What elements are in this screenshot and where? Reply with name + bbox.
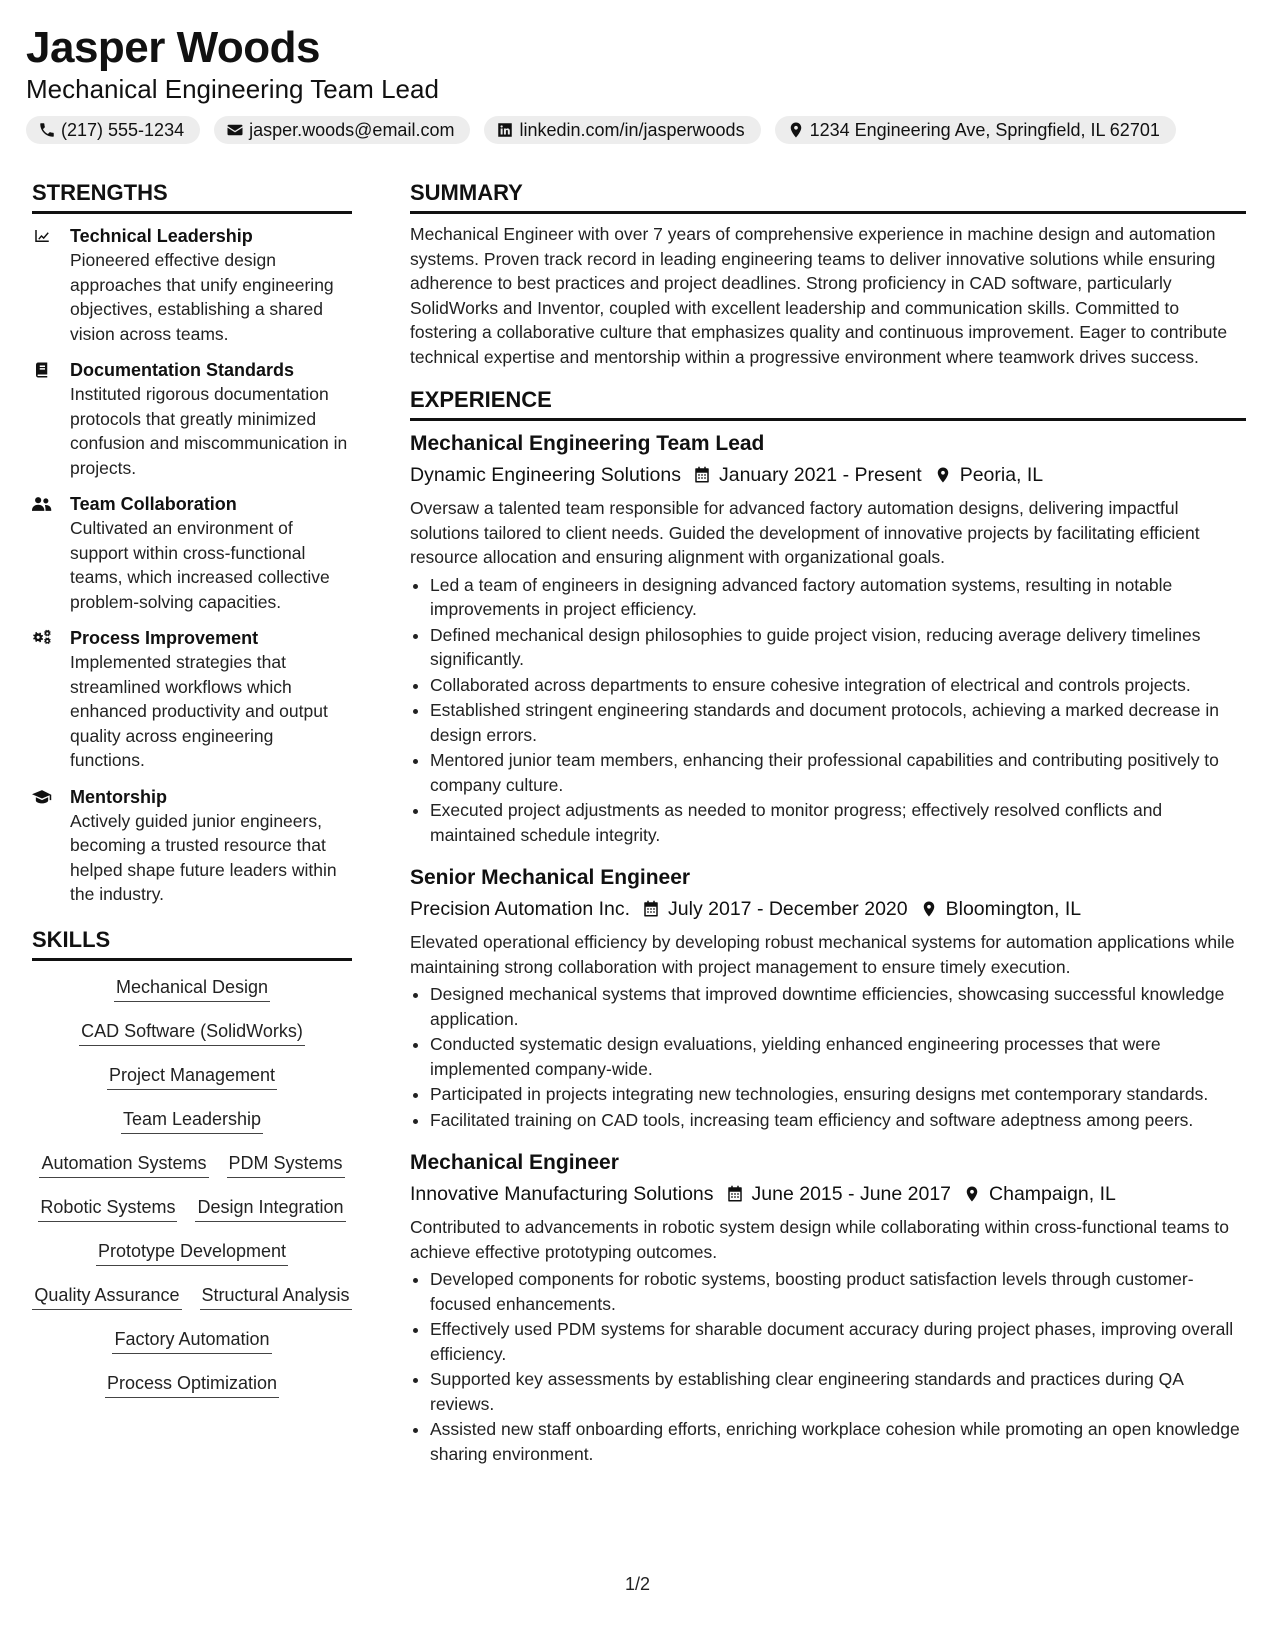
strength-title: Team Collaboration <box>70 494 237 514</box>
linkedin-text: linkedin.com/in/jasperwoods <box>519 119 745 140</box>
map-pin-icon <box>963 1185 981 1203</box>
strengths-list <box>32 224 352 907</box>
experience-heading: EXPERIENCE <box>410 385 1246 421</box>
skill-tag: Design Integration <box>195 1195 345 1222</box>
skill-tag: Robotic Systems <box>38 1195 177 1222</box>
strength-description: Cultivated an environment of support within cross-functional teams, which increased collective problem-solving capacities. <box>70 518 330 612</box>
candidate-name: Jasper Woods <box>26 23 320 72</box>
resume-header <box>26 22 1256 144</box>
calendar-icon <box>726 1185 744 1203</box>
job-bullets <box>410 573 1246 848</box>
linkedin-chip[interactable] <box>484 116 760 144</box>
strength-description: Pioneered effective design approaches that unify engineering objectives, establishing a shared vision across teams. <box>70 250 334 344</box>
map-pin-icon <box>787 121 805 139</box>
envelope-icon <box>226 121 244 139</box>
phone-chip[interactable] <box>26 116 200 144</box>
job-title: Mechanical Engineer <box>410 1151 619 1174</box>
strength-title: Process Improvement <box>70 628 259 648</box>
skill-tag: Mechanical Design <box>114 975 270 1002</box>
job-meta <box>410 460 1246 490</box>
job-bullet: • Led a team of engineers in designing advanced factory automation systems, resulting in notable improvements in project efficiency. <box>430 573 1246 622</box>
job-entry <box>410 1148 1246 1466</box>
page-number: 1/2 <box>624 1574 651 1594</box>
strength-description: Instituted rigorous documentation protocols that greatly minimized confusion and miscommunication in projects. <box>70 384 348 478</box>
job-description: Oversaw a talented team responsible for advanced factory automation designs, delivering impactful solutions tailored to client needs. Guided the development of innovative projects by facilitating efficient resource allocation and ensuring alignment with organizational goals. <box>410 498 1200 567</box>
strength-description: Actively guided junior engineers, becoming a trusted resource that helped shape future leaders within the industry. <box>70 810 337 904</box>
job-location: Bloomington, IL <box>945 898 1082 920</box>
strength-item <box>32 626 352 773</box>
skill-tag: Automation Systems <box>39 1151 208 1178</box>
job-description: Elevated operational efficiency by developing robust mechanical systems for automation applications while maintaining strong collaboration with project management to ensure timely execution. <box>410 932 1235 977</box>
job-description: Contributed to advancements in robotic system design while collaborating within cross-functional teams to achieve effective prototyping outcomes. <box>410 1217 1230 1262</box>
strength-title: Mentorship <box>70 786 167 807</box>
skills-list <box>32 975 352 1398</box>
job-title: Senior Mechanical Engineer <box>410 866 691 889</box>
skill-tag: CAD Software (SolidWorks) <box>79 1019 305 1046</box>
job-bullet: • Executed project adjustments as needed to monitor progress; effectively resolved conflicts and maintained schedule integrity. <box>430 798 1246 847</box>
skills-heading: SKILLS <box>32 925 352 961</box>
summary-text: Mechanical Engineer with over 7 years of comprehensive experience in machine design and automation systems. Proven track record in leading engineering teams to deliver innovative solutions while ensuring adherence to best practices and project deadlines. Strong proficiency in CAD software, particularly SolidWorks and Inventor, coupled with excellent leadership and communication skills. Committed to fostering a collaborative culture that emphasizes quality and continuous improvement. Eager to contribute technical expertise and mentorship within a progressive environment where teamwork drives success. <box>410 224 1228 367</box>
phone-text: (217) 555-1234 <box>61 119 185 140</box>
job-entry <box>410 429 1246 847</box>
address-text: 1234 Engineering Ave, Springfield, IL 62701 <box>809 119 1160 140</box>
gears-icon <box>32 629 52 647</box>
job-meta <box>410 1179 1246 1209</box>
job-bullet: • Defined mechanical design philosophies to guide project vision, reducing average delivery timelines significantly. <box>430 623 1246 672</box>
job-bullet: • Collaborated across departments to ensure cohesive integration of electrical and controls projects. <box>430 673 1246 698</box>
strength-title: Technical Leadership <box>70 226 253 246</box>
job-dates: June 2015 - June 2017 <box>751 1183 952 1205</box>
strength-description: Implemented strategies that streamlined workflows which enhanced productivity and output quality across engineering functions. <box>70 652 328 770</box>
job-location: Champaign, IL <box>989 1183 1116 1205</box>
job-bullet: • Mentored junior team members, enhancing their professional capabilities and contributing positively to company culture. <box>430 748 1246 797</box>
skill-tag: Process Optimization <box>105 1371 279 1398</box>
strength-item <box>32 785 352 907</box>
graduation-cap-icon <box>32 788 52 806</box>
users-icon <box>32 495 52 513</box>
company-name: Dynamic Engineering Solutions <box>410 464 681 486</box>
strength-item <box>32 492 352 614</box>
strength-title: Documentation Standards <box>70 360 295 380</box>
map-pin-icon <box>934 466 952 484</box>
right-column <box>410 178 1246 1467</box>
candidate-title: Mechanical Engineering Team Lead <box>26 74 439 104</box>
job-bullet: • Facilitated training on CAD tools, increasing team efficiency and software adeptness among peers. <box>430 1108 1246 1133</box>
skill-tag: Quality Assurance <box>32 1283 181 1310</box>
job-bullet: • Participated in projects integrating new technologies, ensuring designs met contemporary standards. <box>430 1082 1246 1107</box>
job-meta <box>410 894 1246 924</box>
strength-item <box>32 358 352 480</box>
job-bullets <box>410 982 1246 1132</box>
skill-tag: Prototype Development <box>96 1239 288 1266</box>
company-name: Precision Automation Inc. <box>410 898 631 920</box>
skill-tag: PDM Systems <box>227 1151 345 1178</box>
left-column <box>32 178 352 1398</box>
strengths-heading: STRENGTHS <box>32 178 352 214</box>
chart-line-icon <box>32 227 52 245</box>
summary-heading: SUMMARY <box>410 178 1246 214</box>
job-dates: January 2021 - Present <box>718 464 922 486</box>
skill-tag: Team Leadership <box>121 1107 263 1134</box>
book-icon <box>32 361 52 379</box>
linkedin-icon <box>496 121 514 139</box>
job-bullet: • Assisted new staff onboarding efforts, enriching workplace cohesion while promoting an open knowledge sharing environment. <box>430 1417 1246 1466</box>
phone-icon <box>38 121 56 139</box>
job-bullet: • Effectively used PDM systems for sharable document accuracy during project phases, improving overall efficiency. <box>430 1317 1246 1366</box>
email-text: jasper.woods@email.com <box>249 119 455 140</box>
job-bullet: • Designed mechanical systems that improved downtime efficiencies, showcasing successful knowledge application. <box>430 982 1246 1031</box>
job-bullet: • Established stringent engineering standards and document protocols, achieving a marked decrease in design errors. <box>430 698 1246 747</box>
skill-tag: Factory Automation <box>112 1327 271 1354</box>
job-location: Peoria, IL <box>959 464 1044 486</box>
job-bullet: • Conducted systematic design evaluations, yielding enhanced engineering processes that were implemented company-wide. <box>430 1032 1246 1081</box>
job-bullet: • Supported key assessments by establishing clear engineering standards and practices during QA reviews. <box>430 1367 1246 1416</box>
address-chip[interactable] <box>775 116 1176 144</box>
contact-bar <box>26 116 1256 144</box>
map-pin-icon <box>920 900 938 918</box>
calendar-icon <box>642 900 660 918</box>
email-chip[interactable] <box>214 116 470 144</box>
job-bullets <box>410 1267 1246 1466</box>
job-bullet: • Developed components for robotic systems, boosting product satisfaction levels through customer-focused enhancements. <box>430 1267 1246 1316</box>
strength-item <box>32 224 352 346</box>
job-title: Mechanical Engineering Team Lead <box>410 432 765 455</box>
job-dates: July 2017 - December 2020 <box>668 898 908 920</box>
job-entry <box>410 863 1246 1132</box>
skill-tag: Project Management <box>107 1063 277 1090</box>
company-name: Innovative Manufacturing Solutions <box>410 1183 714 1205</box>
calendar-icon <box>693 466 711 484</box>
skill-tag: Structural Analysis <box>200 1283 352 1310</box>
